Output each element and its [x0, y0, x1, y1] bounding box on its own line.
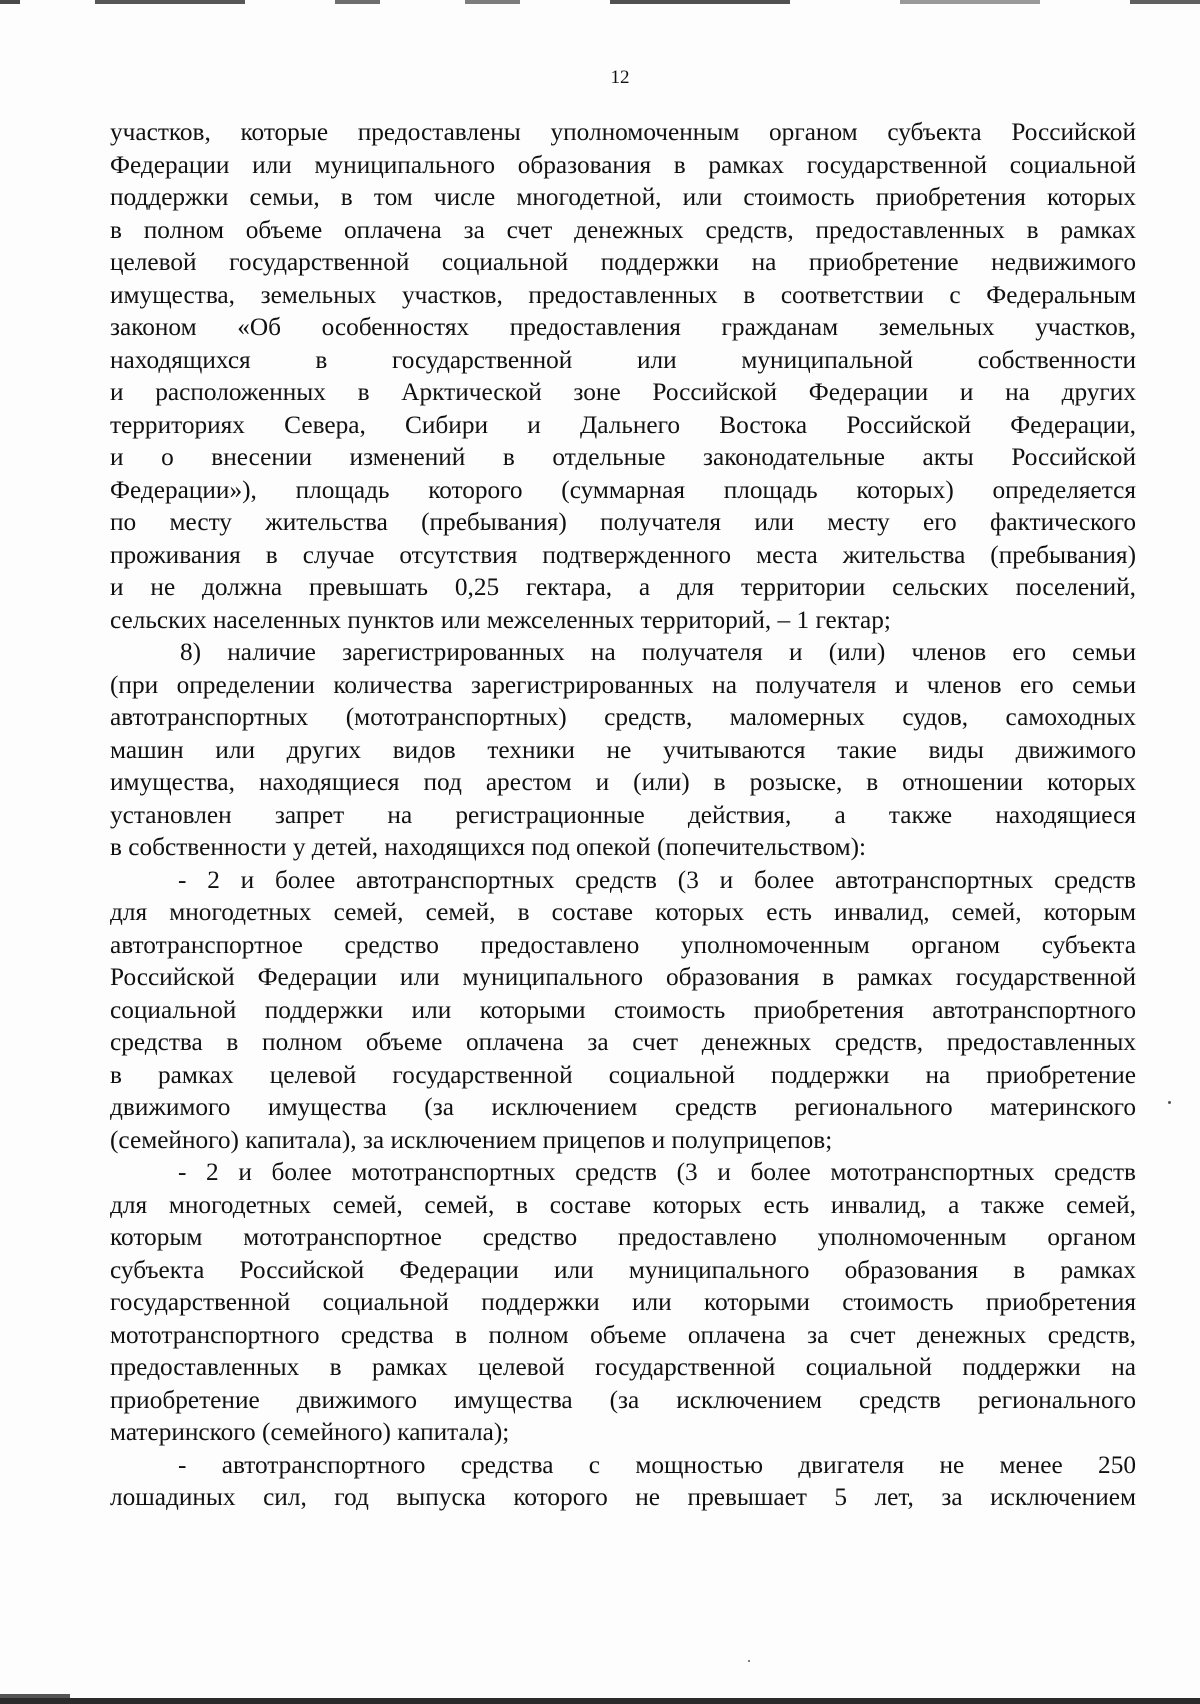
text-line: автотранспортное средство предоставлено уполномоченным органом субъекта: [110, 930, 1136, 959]
scan-bottom-edge: [0, 1698, 1200, 1704]
text-line: мототранспортного средства в полном объеме оплачена за счет денежных средств,: [110, 1320, 1136, 1349]
text-line: движимого имущества (за исключением средств регионального материнского: [110, 1093, 1136, 1121]
list-item-start: - автотранспортного средства с мощностью двигателя не менее 250: [178, 1450, 1136, 1479]
text-line: проживания в случае отсутствия подтвержденного места жительства (пребывания): [110, 540, 1136, 569]
text-line: имущества, находящиеся под арестом и (или) в розыске, в отношении которых: [110, 768, 1136, 796]
page-number: 12: [610, 67, 630, 88]
text-line: поддержки семьи, в том числе многодетной, или стоимость приобретения которых: [110, 183, 1136, 211]
paragraph-item-8-start: 8) наличие зарегистрированных на получателя и (или) членов его семьи: [180, 638, 1136, 666]
text-line: находящихся в государственной или муниципальной собственности: [110, 345, 1136, 374]
text-line: для многодетных семей, семей, в составе которых есть инвалид, а также семей,: [110, 1190, 1136, 1219]
text-line: (семейного) капитала), за исключением прицепов и полуприцепов;: [110, 1125, 833, 1154]
list-item-start: - 2 и более автотранспортных средств (3 и более автотранспортных средств: [178, 865, 1136, 894]
text-line: машин или других видов техники не учитываются такие виды движимого: [110, 735, 1136, 764]
text-line: социальной поддержки или которыми стоимость приобретения автотранспортного: [110, 995, 1136, 1024]
list-item-start: - 2 и более мототранспортных средств (3 и более мототранспортных средств: [178, 1158, 1136, 1186]
text-line: и расположенных в Арктической зоне Российской Федерации и на других: [110, 378, 1136, 406]
text-line: в полном объеме оплачена за счет денежных средств, предоставленных в рамках: [110, 215, 1136, 244]
text-line: Российской Федерации или муниципального образования в рамках государственной: [110, 963, 1136, 991]
text-line: Федерации»), площадь которого (суммарная площадь которых) определяется: [110, 475, 1136, 504]
text-line: по месту жительства (пребывания) получателя или месту его фактического: [110, 508, 1136, 536]
text-line: целевой государственной социальной поддержки на приобретение недвижимого: [110, 248, 1136, 276]
text-line: имущества, земельных участков, предоставленных в соответствии с Федеральным: [110, 280, 1136, 309]
scan-speck: [1168, 1101, 1171, 1104]
scan-top-edge: [0, 0, 1200, 4]
text-line: приобретение движимого имущества (за исключением средств регионального: [110, 1385, 1136, 1414]
text-line: (при определении количества зарегистрированных на получателя и членов его семьи: [110, 670, 1136, 699]
text-line: и о внесении изменений в отдельные законодательные акты Российской: [110, 443, 1136, 471]
text-line: государственной социальной поддержки или которыми стоимость приобретения: [110, 1288, 1136, 1316]
text-line: средства в полном объеме оплачена за счет денежных средств, предоставленных: [110, 1028, 1136, 1056]
document-body: [110, 116, 1136, 1514]
scan-speck: [748, 1660, 750, 1662]
text-line: законом «Об особенностях предоставления гражданам земельных участков,: [110, 313, 1136, 341]
text-line: в рамках целевой государственной социальной поддержки на приобретение: [110, 1060, 1136, 1089]
text-line: в собственности у детей, находящихся под опекой (попечительством):: [110, 833, 867, 861]
text-line: которым мототранспортное средство предоставлено уполномоченным органом: [110, 1223, 1136, 1251]
text-line: участков, которые предоставлены уполномоченным органом субъекта Российской: [110, 118, 1136, 146]
text-line: установлен запрет на регистрационные действия, а также находящиеся: [110, 800, 1136, 829]
text-line: и не должна превышать 0,25 гектара, а для территории сельских поселений,: [110, 573, 1136, 601]
text-line: сельских населенных пунктов или межселенных территорий, – 1 гектар;: [110, 605, 891, 634]
text-line: предоставленных в рамках целевой государственной социальной поддержки на: [110, 1353, 1136, 1381]
text-line: для многодетных семей, семей, в составе которых есть инвалид, семей, которым: [110, 898, 1136, 926]
text-line: Федерации или муниципального образования в рамках государственной социальной: [110, 150, 1136, 179]
text-line: материнского (семейного) капитала);: [110, 1418, 510, 1446]
text-line: субъекта Российской Федерации или муниципального образования в рамках: [110, 1255, 1136, 1284]
text-line: автотранспортных (мототранспортных) средств, маломерных судов, самоходных: [110, 703, 1136, 731]
text-line: территориях Севера, Сибири и Дальнего Востока Российской Федерации,: [110, 410, 1136, 439]
text-line: лошадиных сил, год выпуска которого не превышает 5 лет, за исключением: [110, 1483, 1136, 1511]
